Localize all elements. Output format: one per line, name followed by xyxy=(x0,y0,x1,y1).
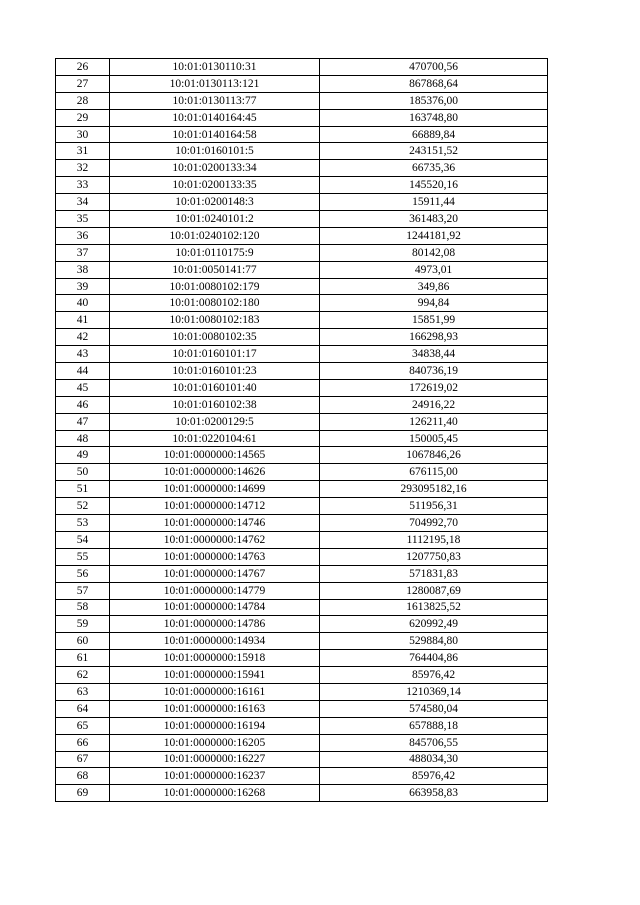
cadastral-value-table xyxy=(55,58,548,802)
row-number-cell: 42 xyxy=(56,329,110,346)
table-row xyxy=(56,109,548,126)
cadastral-number-cell: 10:01:0000000:14746 xyxy=(110,515,320,532)
value-cell: 571831,83 xyxy=(320,565,548,582)
row-number-cell: 27 xyxy=(56,75,110,92)
table-row xyxy=(56,582,548,599)
value-cell: 166298,93 xyxy=(320,329,548,346)
row-number-cell: 63 xyxy=(56,683,110,700)
row-number-cell: 47 xyxy=(56,413,110,430)
cadastral-number-cell: 10:01:0130110:31 xyxy=(110,59,320,76)
value-cell: 349,86 xyxy=(320,278,548,295)
table-row xyxy=(56,785,548,802)
value-cell: 85976,42 xyxy=(320,768,548,785)
table-row xyxy=(56,329,548,346)
table-row xyxy=(56,211,548,228)
row-number-cell: 35 xyxy=(56,211,110,228)
row-number-cell: 33 xyxy=(56,177,110,194)
row-number-cell: 64 xyxy=(56,700,110,717)
cadastral-number-cell: 10:01:0200129:5 xyxy=(110,413,320,430)
row-number-cell: 30 xyxy=(56,126,110,143)
cadastral-number-cell: 10:01:0140164:45 xyxy=(110,109,320,126)
cadastral-number-cell: 10:01:0220104:61 xyxy=(110,430,320,447)
table-row xyxy=(56,498,548,515)
cadastral-number-cell: 10:01:0000000:14934 xyxy=(110,633,320,650)
value-cell: 620992,49 xyxy=(320,616,548,633)
value-cell: 293095182,16 xyxy=(320,481,548,498)
cadastral-number-cell: 10:01:0000000:14786 xyxy=(110,616,320,633)
row-number-cell: 37 xyxy=(56,244,110,261)
cadastral-number-cell: 10:01:0000000:14712 xyxy=(110,498,320,515)
value-cell: 80142,08 xyxy=(320,244,548,261)
value-cell: 66889,84 xyxy=(320,126,548,143)
value-cell: 1210369,14 xyxy=(320,683,548,700)
value-cell: 511956,31 xyxy=(320,498,548,515)
value-cell: 4973,01 xyxy=(320,261,548,278)
table-row xyxy=(56,92,548,109)
table-row xyxy=(56,295,548,312)
cadastral-number-cell: 10:01:0000000:14763 xyxy=(110,548,320,565)
value-cell: 15911,44 xyxy=(320,194,548,211)
cadastral-number-cell: 10:01:0160102:38 xyxy=(110,396,320,413)
cadastral-number-cell: 10:01:0080102:183 xyxy=(110,312,320,329)
table-row xyxy=(56,143,548,160)
cadastral-number-cell: 10:01:0000000:16205 xyxy=(110,734,320,751)
table-row xyxy=(56,194,548,211)
cadastral-number-cell: 10:01:0000000:15918 xyxy=(110,650,320,667)
value-cell: 1207750,83 xyxy=(320,548,548,565)
table-row xyxy=(56,464,548,481)
value-cell: 470700,56 xyxy=(320,59,548,76)
value-cell: 764404,86 xyxy=(320,650,548,667)
row-number-cell: 62 xyxy=(56,667,110,684)
cadastral-number-cell: 10:01:0080102:180 xyxy=(110,295,320,312)
cadastral-number-cell: 10:01:0000000:14699 xyxy=(110,481,320,498)
value-cell: 185376,00 xyxy=(320,92,548,109)
value-cell: 243151,52 xyxy=(320,143,548,160)
cadastral-number-cell: 10:01:0240102:120 xyxy=(110,227,320,244)
table-row xyxy=(56,683,548,700)
row-number-cell: 26 xyxy=(56,59,110,76)
table-row xyxy=(56,278,548,295)
row-number-cell: 51 xyxy=(56,481,110,498)
value-cell: 85976,42 xyxy=(320,667,548,684)
table-row xyxy=(56,177,548,194)
value-cell: 663958,83 xyxy=(320,785,548,802)
cadastral-number-cell: 10:01:0000000:16268 xyxy=(110,785,320,802)
cadastral-number-cell: 10:01:0000000:14762 xyxy=(110,531,320,548)
cadastral-number-cell: 10:01:0200148:3 xyxy=(110,194,320,211)
table-row xyxy=(56,160,548,177)
row-number-cell: 61 xyxy=(56,650,110,667)
row-number-cell: 29 xyxy=(56,109,110,126)
value-cell: 15851,99 xyxy=(320,312,548,329)
cadastral-number-cell: 10:01:0000000:15941 xyxy=(110,667,320,684)
cadastral-number-cell: 10:01:0000000:14767 xyxy=(110,565,320,582)
row-number-cell: 67 xyxy=(56,751,110,768)
table-row xyxy=(56,650,548,667)
cadastral-number-cell: 10:01:0140164:58 xyxy=(110,126,320,143)
table-row xyxy=(56,379,548,396)
row-number-cell: 45 xyxy=(56,379,110,396)
table-row xyxy=(56,751,548,768)
cadastral-number-cell: 10:01:0160101:23 xyxy=(110,363,320,380)
value-cell: 1067846,26 xyxy=(320,447,548,464)
cadastral-number-cell: 10:01:0240101:2 xyxy=(110,211,320,228)
table-row xyxy=(56,59,548,76)
value-cell: 361483,20 xyxy=(320,211,548,228)
cadastral-number-cell: 10:01:0160101:5 xyxy=(110,143,320,160)
value-cell: 840736,19 xyxy=(320,363,548,380)
row-number-cell: 40 xyxy=(56,295,110,312)
row-number-cell: 49 xyxy=(56,447,110,464)
row-number-cell: 68 xyxy=(56,768,110,785)
row-number-cell: 56 xyxy=(56,565,110,582)
table-row xyxy=(56,413,548,430)
value-cell: 145520,16 xyxy=(320,177,548,194)
cadastral-number-cell: 10:01:0080102:179 xyxy=(110,278,320,295)
cadastral-number-cell: 10:01:0000000:16237 xyxy=(110,768,320,785)
cadastral-number-cell: 10:01:0000000:16227 xyxy=(110,751,320,768)
cadastral-number-cell: 10:01:0130113:121 xyxy=(110,75,320,92)
table-row xyxy=(56,734,548,751)
row-number-cell: 60 xyxy=(56,633,110,650)
table-row xyxy=(56,363,548,380)
cadastral-number-cell: 10:01:0130113:77 xyxy=(110,92,320,109)
row-number-cell: 38 xyxy=(56,261,110,278)
cadastral-number-cell: 10:01:0080102:35 xyxy=(110,329,320,346)
row-number-cell: 55 xyxy=(56,548,110,565)
value-cell: 172619,02 xyxy=(320,379,548,396)
row-number-cell: 32 xyxy=(56,160,110,177)
row-number-cell: 28 xyxy=(56,92,110,109)
table-row xyxy=(56,261,548,278)
row-number-cell: 57 xyxy=(56,582,110,599)
table-row xyxy=(56,717,548,734)
table-row xyxy=(56,768,548,785)
cadastral-number-cell: 10:01:0110175:9 xyxy=(110,244,320,261)
cadastral-number-cell: 10:01:0000000:16194 xyxy=(110,717,320,734)
value-cell: 867868,64 xyxy=(320,75,548,92)
row-number-cell: 44 xyxy=(56,363,110,380)
table-row xyxy=(56,667,548,684)
row-number-cell: 54 xyxy=(56,531,110,548)
table-row xyxy=(56,430,548,447)
cadastral-number-cell: 10:01:0000000:14779 xyxy=(110,582,320,599)
value-cell: 529884,80 xyxy=(320,633,548,650)
cadastral-number-cell: 10:01:0000000:16161 xyxy=(110,683,320,700)
cadastral-number-cell: 10:01:0000000:14565 xyxy=(110,447,320,464)
value-cell: 24916,22 xyxy=(320,396,548,413)
row-number-cell: 39 xyxy=(56,278,110,295)
table-row xyxy=(56,548,548,565)
table-row xyxy=(56,633,548,650)
row-number-cell: 43 xyxy=(56,346,110,363)
row-number-cell: 36 xyxy=(56,227,110,244)
cadastral-number-cell: 10:01:0160101:40 xyxy=(110,379,320,396)
table-row xyxy=(56,531,548,548)
table-row xyxy=(56,447,548,464)
value-cell: 66735,36 xyxy=(320,160,548,177)
table-row xyxy=(56,227,548,244)
table-row xyxy=(56,700,548,717)
table-row xyxy=(56,616,548,633)
table-row xyxy=(56,396,548,413)
value-cell: 1112195,18 xyxy=(320,531,548,548)
cadastral-number-cell: 10:01:0000000:14784 xyxy=(110,599,320,616)
table-row xyxy=(56,312,548,329)
row-number-cell: 48 xyxy=(56,430,110,447)
value-cell: 1280087,69 xyxy=(320,582,548,599)
table-row xyxy=(56,244,548,261)
row-number-cell: 65 xyxy=(56,717,110,734)
value-cell: 657888,18 xyxy=(320,717,548,734)
table-row xyxy=(56,515,548,532)
value-cell: 34838,44 xyxy=(320,346,548,363)
row-number-cell: 52 xyxy=(56,498,110,515)
row-number-cell: 66 xyxy=(56,734,110,751)
table-row xyxy=(56,565,548,582)
value-cell: 1244181,92 xyxy=(320,227,548,244)
row-number-cell: 46 xyxy=(56,396,110,413)
row-number-cell: 41 xyxy=(56,312,110,329)
row-number-cell: 50 xyxy=(56,464,110,481)
row-number-cell: 59 xyxy=(56,616,110,633)
value-cell: 845706,55 xyxy=(320,734,548,751)
table-row xyxy=(56,481,548,498)
cadastral-number-cell: 10:01:0200133:34 xyxy=(110,160,320,177)
cadastral-number-cell: 10:01:0050141:77 xyxy=(110,261,320,278)
table-row xyxy=(56,126,548,143)
cadastral-number-cell: 10:01:0000000:14626 xyxy=(110,464,320,481)
value-cell: 994,84 xyxy=(320,295,548,312)
row-number-cell: 34 xyxy=(56,194,110,211)
table-row xyxy=(56,75,548,92)
table-row xyxy=(56,599,548,616)
row-number-cell: 58 xyxy=(56,599,110,616)
value-cell: 126211,40 xyxy=(320,413,548,430)
cadastral-number-cell: 10:01:0000000:16163 xyxy=(110,700,320,717)
row-number-cell: 69 xyxy=(56,785,110,802)
value-cell: 574580,04 xyxy=(320,700,548,717)
cadastral-number-cell: 10:01:0160101:17 xyxy=(110,346,320,363)
table-row xyxy=(56,346,548,363)
value-cell: 1613825,52 xyxy=(320,599,548,616)
row-number-cell: 53 xyxy=(56,515,110,532)
value-cell: 488034,30 xyxy=(320,751,548,768)
value-cell: 163748,80 xyxy=(320,109,548,126)
table-body xyxy=(56,59,548,802)
value-cell: 676115,00 xyxy=(320,464,548,481)
value-cell: 150005,45 xyxy=(320,430,548,447)
value-cell: 704992,70 xyxy=(320,515,548,532)
cadastral-number-cell: 10:01:0200133:35 xyxy=(110,177,320,194)
row-number-cell: 31 xyxy=(56,143,110,160)
